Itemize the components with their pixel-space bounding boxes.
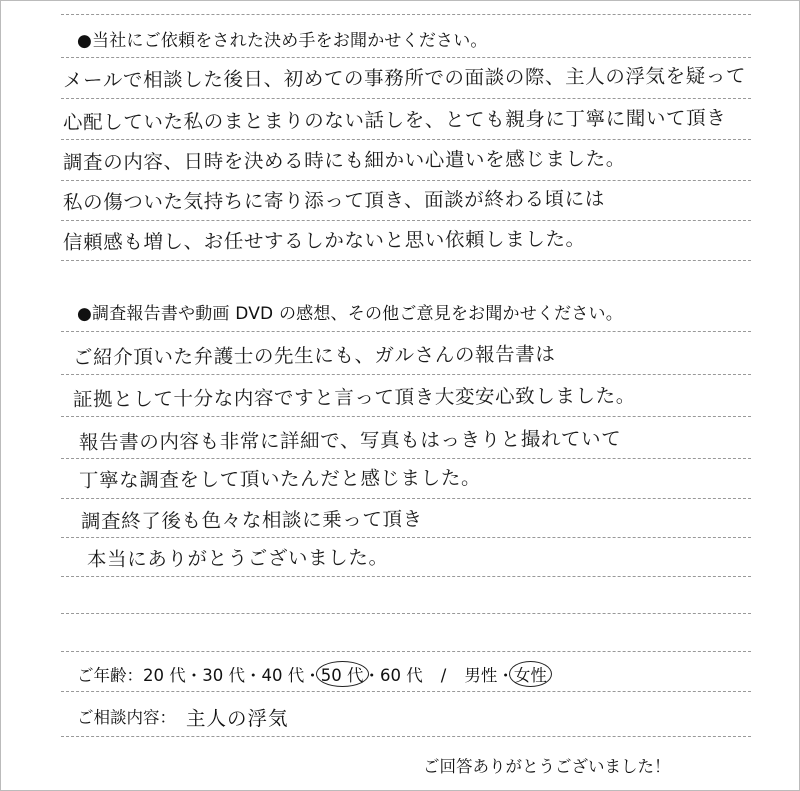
separator: ・ (304, 666, 321, 685)
age-gender-row (77, 661, 547, 687)
answer-2-line-4: 丁寧な調査をして頂いたんだと感じました。 (78, 466, 482, 492)
answer-2-line-5: 調査終了後も色々な相談に乗って頂き (80, 507, 423, 533)
answer-2-line-2: 証拠として十分な内容ですと言って頂き大変安心致しました。 (72, 384, 636, 411)
ruled-line (61, 458, 751, 459)
ruled-line (61, 651, 751, 652)
answer-2-line-6: 本当にありがとうございました。 (86, 545, 389, 571)
ruled-line (61, 691, 751, 692)
ruled-line (61, 374, 751, 375)
separator: ・ (363, 666, 380, 685)
ruled-line (61, 576, 751, 577)
age-option-20: 20 代 (143, 666, 186, 685)
age-label: ご年齢： (77, 666, 143, 685)
answer-2-line-1: ご紹介頂いた弁護士の先生にも、ガルさんの報告書は (72, 342, 556, 369)
ruled-line (61, 14, 751, 15)
ruled-line (61, 331, 751, 332)
gender-option-female-selected: 女性 (509, 661, 552, 687)
answer-1-line-4: 私の傷ついた気持ちに寄り添って頂き、面談が終わる頃には (62, 187, 605, 214)
question-1-title: ●当社にご依頼をされた決め手をお聞かせください。 (77, 31, 488, 51)
separator: ・ (185, 666, 203, 685)
ruled-line (61, 736, 751, 737)
slash-divider: / (440, 666, 447, 685)
separator: ・ (245, 666, 262, 685)
ruled-line (61, 260, 751, 261)
ruled-line (61, 613, 751, 614)
ruled-line (61, 139, 751, 140)
ruled-line (61, 220, 751, 221)
answer-2-line-3: 報告書の内容も非常に詳細で、写真もはっきりと撮れていて (78, 427, 622, 454)
ruled-line (61, 180, 751, 181)
separator: ・ (497, 666, 514, 685)
consult-row (77, 701, 289, 729)
ruled-line (61, 498, 751, 499)
ruled-line (61, 537, 751, 538)
age-option-50-selected: 50 代 (316, 661, 369, 687)
ruled-line (61, 416, 751, 417)
gender-option-male: 男性 (464, 666, 498, 685)
age-option-40: 40 代 (261, 666, 305, 685)
consult-value: 主人の浮気 (186, 707, 289, 730)
thanks-message: ご回答ありがとうございました！ (423, 757, 671, 776)
ruled-line (61, 57, 751, 58)
ruled-line (61, 98, 751, 99)
answer-1-line-5: 信頼感も増し、お任せするしかないと思い依頼しました。 (62, 227, 586, 254)
question-2-title: ●調査報告書や動画 DVD の感想、その他ご意見をお聞かせください。 (77, 304, 623, 324)
age-option-30: 30 代 (202, 666, 245, 685)
consult-label: ご相談内容： (77, 708, 176, 727)
answer-1-line-3: 調査の内容、日時を決める時にも細かい心遣いを感じました。 (62, 147, 626, 174)
age-option-60: 60 代 (380, 666, 423, 685)
answer-1-line-2: 心配していた私のまとまりのない話しを、とても親身に丁寧に聞いて頂き (62, 106, 727, 134)
answer-1-line-1: メールで相談した後日、初めての事務所での面談の際、主人の浮気を疑って (62, 64, 747, 92)
